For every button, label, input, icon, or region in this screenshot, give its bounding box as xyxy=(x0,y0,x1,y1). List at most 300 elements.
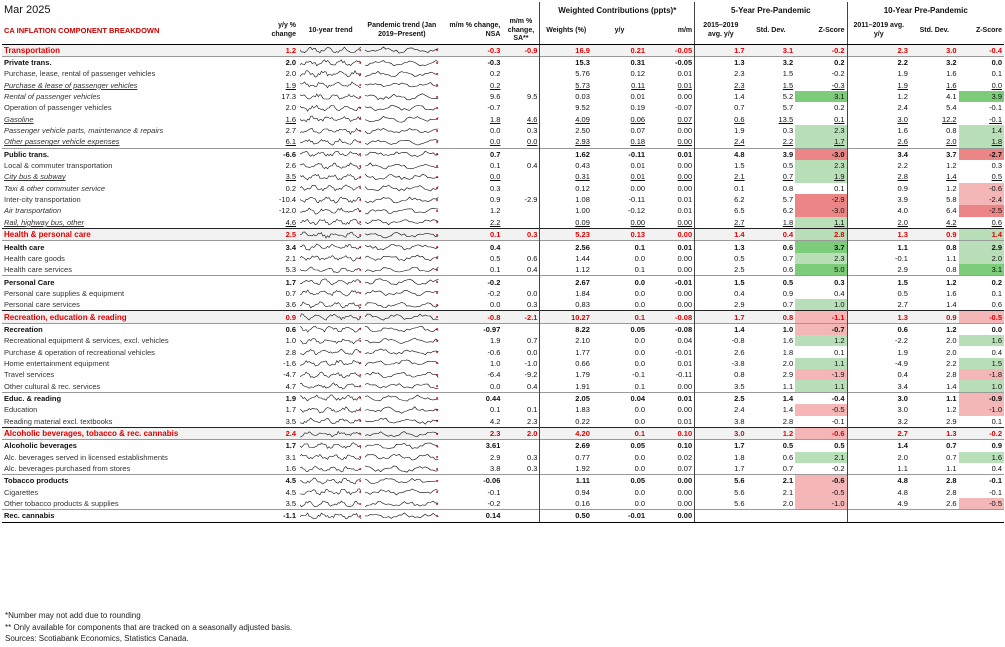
yy-change: -4.7 xyxy=(283,370,297,380)
table-row xyxy=(2,311,1004,323)
zscore-5yr: 1.9 xyxy=(795,171,847,182)
zscore-5yr: 0.2 xyxy=(834,103,845,113)
col-header-10yr-avg: 2011–2019 avg. y/y xyxy=(847,18,910,44)
weight: 0.94 xyxy=(540,487,592,498)
row-label: Health & personal care xyxy=(2,229,252,241)
weight: 15.3 xyxy=(540,56,592,68)
avg-10yr: -0.1 xyxy=(847,253,910,264)
weighted-yy: 0.21 xyxy=(592,44,647,56)
avg-5yr: 1.3 xyxy=(695,56,747,68)
weight: 1.62 xyxy=(540,148,592,160)
weighted-yy: 0.0 xyxy=(634,464,646,474)
zscore-5yr: -3.0 xyxy=(795,205,847,216)
yy-change: 2.0 xyxy=(285,103,297,113)
row-label: Alc. beverages purchased from stores xyxy=(4,464,131,474)
table-row xyxy=(2,475,1004,487)
weight: 2.93 xyxy=(540,136,592,148)
weighted-yy: -0.11 xyxy=(592,148,647,160)
weighted-mm: 0.04 xyxy=(677,336,693,346)
avg-5yr: 0.4 xyxy=(695,288,747,299)
mm-nsa: -0.2 xyxy=(487,288,501,298)
std-5yr: 1.1 xyxy=(782,381,794,391)
mm-nsa: -0.2 xyxy=(441,276,503,288)
weighted-yy: 0.0 xyxy=(634,288,646,298)
trend-10yr-sparkline xyxy=(298,148,363,160)
mm-nsa: 0.1 xyxy=(489,265,501,275)
row-label: Passenger vehicle parts, maintenance & repairs xyxy=(4,126,164,136)
std-10yr: 2.8 xyxy=(946,370,957,380)
weighted-mm: 0.10 xyxy=(647,427,695,439)
std-5yr: 0.6 xyxy=(782,265,794,275)
weighted-mm: 0.00 xyxy=(677,265,693,275)
row-label: Transportation xyxy=(2,44,252,56)
yy-change: 2.5 xyxy=(252,229,298,241)
weight: 0.16 xyxy=(540,498,592,510)
weight: 5.23 xyxy=(540,229,592,241)
trend-pandemic-sparkline xyxy=(363,160,440,171)
avg-10yr: 4.0 xyxy=(847,205,910,216)
weighted-mm: -0.07 xyxy=(675,103,693,113)
row-label: Recreation, education & reading xyxy=(2,311,252,323)
trend-10yr-sparkline xyxy=(298,229,363,241)
trend-pandemic-sparkline xyxy=(363,91,440,102)
zscore-5yr: 5.0 xyxy=(795,264,847,276)
avg-5yr: 1.5 xyxy=(695,276,747,288)
row-label: Alcoholic beverages xyxy=(2,440,252,452)
mm-sa xyxy=(502,148,540,160)
row-label: Recreational equipment & services, excl. vehicles xyxy=(4,336,169,346)
mm-sa: 0.0 xyxy=(527,137,538,147)
avg-5yr: 1.8 xyxy=(695,452,747,463)
yy-change: 0.6 xyxy=(252,323,298,335)
table-row xyxy=(2,335,1004,346)
trend-10yr-sparkline xyxy=(298,91,363,102)
avg-10yr: 2.7 xyxy=(847,427,910,439)
zscore-5yr: 1.1 xyxy=(795,358,847,369)
row-label: Inter-city transportation xyxy=(4,195,81,205)
std-10yr: 1.4 xyxy=(946,381,957,391)
weight: 0.83 xyxy=(540,299,592,311)
weighted-mm: 0.00 xyxy=(677,161,693,171)
mm-sa: -0.9 xyxy=(502,44,540,56)
table-row xyxy=(2,510,1004,522)
weight: 4.20 xyxy=(540,427,592,439)
weighted-yy: 0.1 xyxy=(634,265,646,275)
std-5yr: 0.7 xyxy=(782,464,794,474)
mm-nsa: 1.0 xyxy=(489,358,501,368)
table-row xyxy=(2,498,1004,510)
mm-sa xyxy=(502,440,540,452)
zscore-10yr: 0.1 xyxy=(991,69,1002,79)
weighted-yy: -0.11 xyxy=(628,195,646,205)
mm-nsa: 1.9 xyxy=(489,336,501,346)
avg-5yr: 1.7 xyxy=(695,311,747,323)
avg-5yr: 6.2 xyxy=(695,194,747,205)
table-row xyxy=(2,416,1004,428)
weighted-mm: 0.00 xyxy=(677,253,693,263)
trend-10yr-sparkline xyxy=(298,241,363,253)
footnote-sources: Sources: Scotiabank Economics, Statistics Canada. xyxy=(5,634,189,643)
weighted-yy: 0.00 xyxy=(630,217,646,227)
yy-change: 3.5 xyxy=(285,416,297,426)
weight: 0.12 xyxy=(540,183,592,194)
trend-10yr-sparkline xyxy=(298,56,363,68)
zscore-5yr: -0.2 xyxy=(831,464,845,474)
zscore-5yr: 2.8 xyxy=(795,229,847,241)
zscore-10yr xyxy=(959,510,1004,522)
trend-pandemic-sparkline xyxy=(363,80,440,91)
mm-nsa: 0.5 xyxy=(489,253,501,263)
yy-change: 1.7 xyxy=(252,276,298,288)
row-label: Tobacco products xyxy=(2,475,252,487)
weighted-yy: 0.01 xyxy=(630,92,646,102)
row-label: Education xyxy=(4,405,38,415)
zscore-10yr: 1.8 xyxy=(959,136,1004,148)
std-5yr: 0.8 xyxy=(747,311,796,323)
mm-sa xyxy=(502,510,540,522)
yy-change: 1.7 xyxy=(252,440,298,452)
zscore-5yr: -1.1 xyxy=(795,311,847,323)
weight: 1.91 xyxy=(540,380,592,392)
yy-change: 3.5 xyxy=(285,172,297,182)
zscore-10yr: -0.1 xyxy=(989,114,1002,124)
trend-10yr-sparkline xyxy=(298,80,363,91)
trend-10yr-sparkline xyxy=(298,475,363,487)
mm-sa xyxy=(502,205,540,216)
table-row xyxy=(2,427,1004,439)
trend-10yr-sparkline xyxy=(298,358,363,369)
row-label: Other passenger vehicle expenses xyxy=(4,137,120,147)
trend-10yr-sparkline xyxy=(298,323,363,335)
trend-10yr-sparkline xyxy=(298,392,363,404)
std-5yr: 3.1 xyxy=(747,44,796,56)
std-5yr: 1.0 xyxy=(747,323,796,335)
weight: 0.43 xyxy=(540,160,592,171)
avg-5yr: 0.7 xyxy=(695,102,747,113)
mm-nsa: 0.1 xyxy=(489,405,501,415)
zscore-5yr: 0.1 xyxy=(834,114,845,124)
row-label: Purchase, lease, rental of passenger vehicles xyxy=(4,69,156,79)
mm-sa: 0.3 xyxy=(527,464,538,474)
zscore-10yr: -0.1 xyxy=(989,103,1002,113)
mm-nsa: 0.9 xyxy=(489,195,501,205)
yy-change: -1.1 xyxy=(252,510,298,522)
std-10yr: 1.3 xyxy=(910,427,959,439)
avg-10yr: 3.4 xyxy=(847,380,910,392)
std-10yr: 2.0 xyxy=(946,347,957,357)
std-10yr: 2.8 xyxy=(910,475,959,487)
zscore-10yr: -0.6 xyxy=(959,183,1004,194)
trend-pandemic-sparkline xyxy=(363,217,440,229)
avg-5yr: 0.6 xyxy=(695,114,747,125)
std-10yr: 4.1 xyxy=(946,92,957,102)
row-label: Air transportation xyxy=(4,206,62,216)
weighted-mm: 0.00 xyxy=(677,183,693,193)
weight: 1.92 xyxy=(540,463,592,475)
trend-10yr-sparkline xyxy=(298,205,363,216)
avg-5yr: 2.7 xyxy=(695,217,747,229)
trend-pandemic-sparkline xyxy=(363,346,440,357)
trend-pandemic-sparkline xyxy=(363,205,440,216)
zscore-5yr: 0.3 xyxy=(795,276,847,288)
avg-10yr: 1.6 xyxy=(847,125,910,136)
zscore-10yr: 3.9 xyxy=(959,91,1004,102)
trend-pandemic-sparkline xyxy=(363,125,440,136)
weighted-mm: 0.10 xyxy=(647,440,695,452)
yy-change: 2.7 xyxy=(285,126,297,136)
zscore-10yr: 1.4 xyxy=(959,125,1004,136)
mm-nsa: -0.06 xyxy=(441,475,503,487)
mm-sa: 0.4 xyxy=(527,265,538,275)
row-label: Cigarettes xyxy=(4,487,39,497)
weighted-mm: 0.00 xyxy=(677,487,693,497)
std-10yr: 0.8 xyxy=(946,126,957,136)
zscore-10yr: 1.0 xyxy=(959,380,1004,392)
weight: 0.22 xyxy=(540,416,592,428)
zscore-5yr: -0.3 xyxy=(831,80,845,90)
weighted-yy: 0.0 xyxy=(634,416,646,426)
avg-5yr: 3.8 xyxy=(695,416,747,428)
std-10yr: 1.2 xyxy=(946,405,957,415)
zscore-10yr: 0.4 xyxy=(991,464,1002,474)
weighted-yy: 0.13 xyxy=(592,229,647,241)
mm-sa: -2.1 xyxy=(502,311,540,323)
weight: 4.09 xyxy=(540,114,592,125)
yy-change: 3.4 xyxy=(252,241,298,253)
trend-10yr-sparkline xyxy=(298,498,363,510)
weighted-mm: -0.01 xyxy=(647,276,695,288)
std-10yr: 1.6 xyxy=(946,69,957,79)
avg-10yr: 2.0 xyxy=(847,452,910,463)
avg-10yr: 3.9 xyxy=(847,194,910,205)
zscore-10yr: 1.6 xyxy=(959,452,1004,463)
mm-nsa: 0.0 xyxy=(489,126,501,136)
trend-10yr-sparkline xyxy=(298,44,363,56)
trend-pandemic-sparkline xyxy=(363,498,440,510)
avg-10yr: 0.4 xyxy=(847,369,910,380)
zscore-5yr: -0.2 xyxy=(795,44,847,56)
avg-5yr: 2.1 xyxy=(695,171,747,182)
std-5yr: 0.5 xyxy=(747,276,796,288)
trend-pandemic-sparkline xyxy=(363,380,440,392)
trend-10yr-sparkline xyxy=(298,68,363,79)
std-5yr: 5.2 xyxy=(782,92,794,102)
std-5yr: 1.4 xyxy=(747,392,796,404)
zscore-5yr: -0.5 xyxy=(795,487,847,498)
weighted-yy: 0.1 xyxy=(634,381,646,391)
std-5yr: 2.1 xyxy=(782,487,794,497)
std-10yr xyxy=(910,510,959,522)
trend-10yr-sparkline xyxy=(298,463,363,475)
std-10yr: 2.0 xyxy=(946,137,957,147)
mm-nsa: 0.7 xyxy=(441,148,503,160)
weighted-yy: 0.19 xyxy=(630,103,646,113)
weight: 10.27 xyxy=(540,311,592,323)
std-5yr: 1.5 xyxy=(782,80,794,90)
weighted-yy: 0.12 xyxy=(630,69,646,79)
zscore-5yr: -0.4 xyxy=(795,392,847,404)
std-10yr: 1.2 xyxy=(910,276,959,288)
mm-sa xyxy=(502,498,540,510)
yy-change: 1.6 xyxy=(285,114,297,124)
avg-5yr: 3.0 xyxy=(695,427,747,439)
avg-5yr: 2.3 xyxy=(695,68,747,79)
trend-10yr-sparkline xyxy=(298,335,363,346)
avg-5yr: 1.4 xyxy=(695,229,747,241)
zscore-5yr: -3.0 xyxy=(795,148,847,160)
weighted-mm: 0.01 xyxy=(677,206,693,216)
table-row xyxy=(2,288,1004,299)
std-5yr: 0.7 xyxy=(782,300,794,310)
std-5yr: 3.9 xyxy=(747,148,796,160)
mm-sa xyxy=(502,80,540,91)
std-5yr: 2.2 xyxy=(782,137,794,147)
zscore-10yr: 0.6 xyxy=(991,217,1002,227)
col-header-10yr-std: Std. Dev. xyxy=(910,18,959,44)
weighted-mm: 0.01 xyxy=(677,69,693,79)
std-5yr: 0.7 xyxy=(782,172,794,182)
col-header-mm-sa: m/m % change, SA** xyxy=(502,18,540,44)
weight: 9.52 xyxy=(540,102,592,113)
col-header-5yr-std: Std. Dev. xyxy=(747,18,796,44)
std-5yr: 0.5 xyxy=(747,440,796,452)
std-10yr: 1.1 xyxy=(910,392,959,404)
zscore-10yr: 0.5 xyxy=(991,172,1002,182)
weighted-mm: -0.05 xyxy=(647,56,695,68)
mm-nsa: 3.61 xyxy=(441,440,503,452)
weighted-yy: 0.0 xyxy=(634,452,646,462)
std-5yr: 1.8 xyxy=(782,347,794,357)
trend-pandemic-sparkline xyxy=(363,171,440,182)
table-row xyxy=(2,392,1004,404)
table-row xyxy=(2,440,1004,452)
mm-nsa: 0.14 xyxy=(441,510,503,522)
weighted-mm: 0.00 xyxy=(677,499,693,509)
col-header-w-yy: y/y xyxy=(592,18,647,44)
yy-change: 1.9 xyxy=(285,80,297,90)
std-10yr: 1.6 xyxy=(946,80,957,90)
std-5yr: 1.2 xyxy=(747,427,796,439)
trend-pandemic-sparkline xyxy=(363,194,440,205)
table-row xyxy=(2,229,1004,241)
zscore-10yr: 0.4 xyxy=(991,347,1002,357)
avg-5yr: 2.9 xyxy=(695,299,747,311)
weighted-mm: 0.00 xyxy=(677,288,693,298)
mm-sa xyxy=(502,323,540,335)
trend-pandemic-sparkline xyxy=(363,335,440,346)
avg-5yr: 2.3 xyxy=(695,80,747,91)
mm-sa xyxy=(502,392,540,404)
row-label: Travel services xyxy=(4,370,55,380)
weighted-mm: 0.00 xyxy=(677,92,693,102)
table-row xyxy=(2,264,1004,276)
trend-pandemic-sparkline xyxy=(363,56,440,68)
weighted-yy: 0.0 xyxy=(634,300,646,310)
weighted-mm: 0.07 xyxy=(677,464,693,474)
mm-sa xyxy=(502,56,540,68)
table-row xyxy=(2,463,1004,475)
avg-5yr: 5.6 xyxy=(695,475,747,487)
trend-pandemic-sparkline xyxy=(363,323,440,335)
std-5yr: 1.6 xyxy=(782,336,794,346)
weighted-mm: 0.02 xyxy=(677,452,693,462)
avg-5yr: 1.7 xyxy=(695,44,747,56)
table-row xyxy=(2,358,1004,369)
mm-sa: -9.2 xyxy=(524,370,538,380)
mm-sa: -2.9 xyxy=(524,195,538,205)
mm-sa: 0.7 xyxy=(527,336,538,346)
col-header-10yr-trend: 10-year trend xyxy=(298,18,363,44)
weight: 2.67 xyxy=(540,276,592,288)
row-label: Health care goods xyxy=(4,253,65,263)
std-5yr: 0.7 xyxy=(782,253,794,263)
weighted-yy: 0.11 xyxy=(631,80,646,90)
table-row xyxy=(2,217,1004,229)
std-10yr: 3.0 xyxy=(910,44,959,56)
weight: 2.50 xyxy=(540,125,592,136)
footnote-seasonal: ** Only available for components that are tracked on a seasonally adjusted basis. xyxy=(5,622,293,632)
mm-sa xyxy=(502,217,540,229)
std-10yr: 1.1 xyxy=(946,253,957,263)
trend-pandemic-sparkline xyxy=(363,183,440,194)
row-label: Private trans. xyxy=(2,56,252,68)
table-row xyxy=(2,136,1004,148)
avg-5yr: 2.5 xyxy=(695,392,747,404)
table-row xyxy=(2,487,1004,498)
avg-5yr: 0.1 xyxy=(695,183,747,194)
mm-sa xyxy=(502,102,540,113)
trend-pandemic-sparkline xyxy=(363,475,440,487)
weight: 5.76 xyxy=(540,68,592,79)
weighted-mm: 0.01 xyxy=(647,392,695,404)
trend-10yr-sparkline xyxy=(298,217,363,229)
trend-10yr-sparkline xyxy=(298,125,363,136)
yy-change: 6.1 xyxy=(285,137,297,147)
row-label: Home entertainment equipment xyxy=(4,358,110,368)
trend-pandemic-sparkline xyxy=(363,452,440,463)
trend-pandemic-sparkline xyxy=(363,288,440,299)
weighted-mm: 0.00 xyxy=(647,510,695,522)
mm-nsa: 0.2 xyxy=(489,80,501,90)
col-header-weights: Weights (%) xyxy=(540,18,592,44)
std-10yr: 1.4 xyxy=(946,172,957,182)
weighted-mm: 0.00 xyxy=(677,381,693,391)
trend-10yr-sparkline xyxy=(298,194,363,205)
weighted-yy: 0.1 xyxy=(592,241,647,253)
zscore-10yr: 0.2 xyxy=(959,276,1004,288)
weighted-yy: 0.1 xyxy=(592,427,647,439)
zscore-10yr: -1.0 xyxy=(959,404,1004,415)
zscore-5yr: 3.7 xyxy=(795,241,847,253)
mm-sa xyxy=(502,183,540,194)
avg-5yr: 1.3 xyxy=(695,241,747,253)
zscore-5yr: -0.5 xyxy=(795,404,847,415)
std-5yr: 0.9 xyxy=(782,288,794,298)
std-5yr: 2.8 xyxy=(782,416,794,426)
mm-nsa: 2.9 xyxy=(489,452,501,462)
trend-10yr-sparkline xyxy=(298,510,363,522)
std-10yr: 0.8 xyxy=(946,265,957,275)
weighted-yy: 0.05 xyxy=(592,475,647,487)
trend-pandemic-sparkline xyxy=(363,427,440,439)
yy-change: 5.3 xyxy=(285,265,297,275)
mm-nsa: 0.1 xyxy=(441,229,503,241)
mm-nsa: 2.2 xyxy=(489,217,501,227)
zscore-10yr: 0.1 xyxy=(991,416,1002,426)
table-row xyxy=(2,194,1004,205)
zscore-5yr: -0.7 xyxy=(795,323,847,335)
avg-5yr xyxy=(695,510,747,522)
